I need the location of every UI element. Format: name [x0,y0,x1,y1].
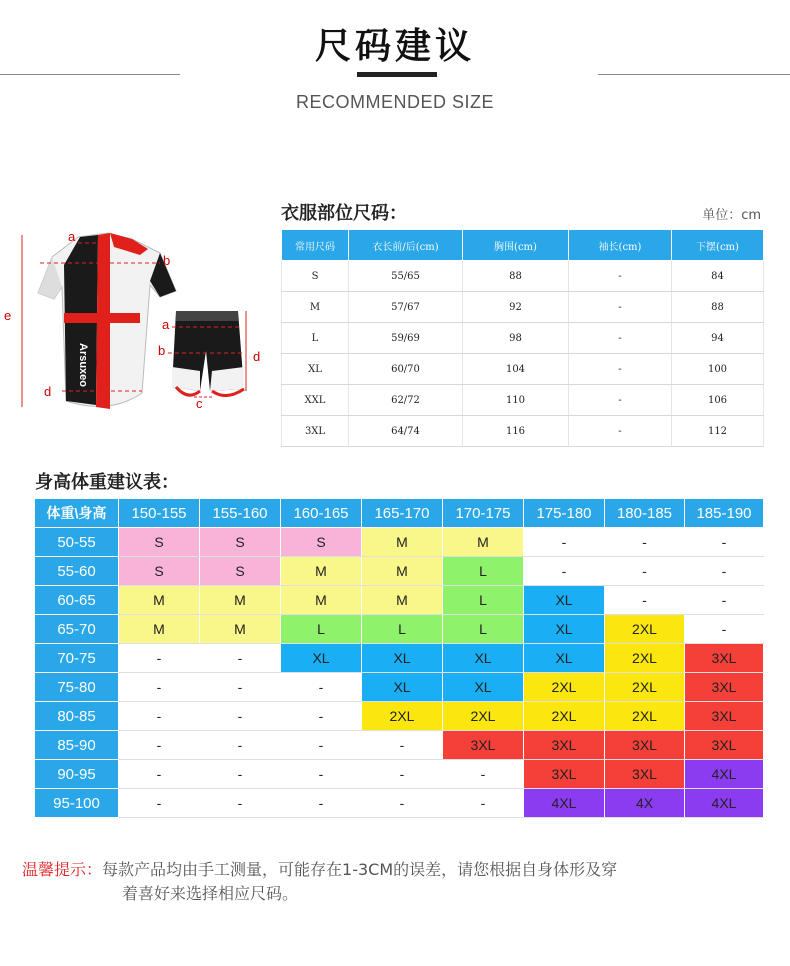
weight-row [35,760,764,789]
size-note [22,858,772,906]
shorts-label-a: a [162,317,170,332]
weight-header-cell: 90-95 [35,760,119,789]
garment-cell: 100 [672,354,764,385]
size-cell: 2XL [605,673,685,702]
garment-cell: 98 [463,323,569,354]
shorts-label-c: c [196,396,203,411]
garment-cell: L [282,323,349,354]
weight-row [35,702,764,731]
jersey-label-d: d [44,384,52,399]
garment-cell: 92 [463,292,569,323]
garment-header-cell: 袖长(cm) [569,230,672,261]
size-cell: 4X [605,789,685,818]
weight-header-cell: 75-80 [35,673,119,702]
size-cell: - [200,731,281,760]
size-cell: XL [281,644,362,673]
height-header-cell: 155-160 [200,499,281,528]
garment-cell: XXL [282,385,349,416]
size-cell: 4XL [524,789,605,818]
size-cell: - [685,557,764,586]
size-cell: 2XL [524,673,605,702]
jersey-image [38,233,176,409]
size-cell: M [200,615,281,644]
size-cell: 4XL [685,760,764,789]
weight-header-cell: 55-60 [35,557,119,586]
size-cell: M [362,528,443,557]
garment-cell: 88 [463,261,569,292]
garment-cell: 59/69 [349,323,463,354]
size-cell: - [200,760,281,789]
height-weight-table [34,498,764,818]
title-underline [357,72,437,77]
size-cell: 3XL [685,731,764,760]
weight-row [35,557,764,586]
garment-header-cell: 胸围(cm) [463,230,569,261]
size-cell: - [443,789,524,818]
size-cell: M [119,586,200,615]
jersey-brand-text: Arsuxeo [77,343,89,388]
size-cell: - [362,731,443,760]
height-header-cell: 150-155 [119,499,200,528]
size-cell: 2XL [605,644,685,673]
garment-cell: M [282,292,349,323]
size-cell: XL [362,673,443,702]
garment-header-cell: 衣长前/后(cm) [349,230,463,261]
size-cell: 2XL [605,615,685,644]
size-cell: - [281,673,362,702]
shorts-label-d: d [253,349,261,364]
height-header-cell: 175-180 [524,499,605,528]
size-cell: - [362,789,443,818]
height-header-cell: 185-190 [685,499,764,528]
weight-header-cell: 70-75 [35,644,119,673]
garment-figure [0,225,275,425]
size-cell: S [200,528,281,557]
garment-cell: 64/74 [349,416,463,447]
garment-cell: - [569,385,672,416]
weight-row [35,644,764,673]
garment-row [282,385,764,416]
jersey-label-a: a [68,229,76,244]
garment-cell: 3XL [282,416,349,447]
size-cell: M [362,557,443,586]
weight-row [35,586,764,615]
garment-cell: 110 [463,385,569,416]
garment-cell: 112 [672,416,764,447]
size-cell: L [443,586,524,615]
size-cell: L [443,615,524,644]
size-cell: L [362,615,443,644]
height-header-cell: 165-170 [362,499,443,528]
unit-label: 单位：cm [702,208,761,223]
size-cell: - [362,760,443,789]
size-cell: - [119,702,200,731]
garment-cell: - [569,323,672,354]
garment-cell: 55/65 [349,261,463,292]
size-cell: - [685,528,764,557]
size-cell: - [443,760,524,789]
note-line-1: 每款产品均由手工测量，可能存在1-3CM的误差，请您根据自身体形及穿 [102,860,618,879]
size-cell: - [119,673,200,702]
garment-cell: 84 [672,261,764,292]
page-subtitle: RECOMMENDED SIZE [295,92,494,112]
size-cell: S [281,528,362,557]
size-cell: L [281,615,362,644]
size-cell: M [362,586,443,615]
garment-cell: 88 [672,292,764,323]
size-cell: - [200,789,281,818]
page-title: 尺码建议 [314,26,475,67]
size-cell: M [443,528,524,557]
size-cell: 3XL [443,731,524,760]
size-cell: S [119,528,200,557]
size-cell: L [443,557,524,586]
size-cell: - [605,528,685,557]
garment-chart-title: 衣服部位尺码： [281,203,407,224]
size-cell: - [200,673,281,702]
size-cell: S [119,557,200,586]
garment-cell: XL [282,354,349,385]
weight-row [35,528,764,557]
size-suggest-title: 身高体重建议表： [35,472,179,493]
garment-row [282,261,764,292]
garment-cell: - [569,354,672,385]
size-cell: - [685,615,764,644]
garment-row [282,416,764,447]
size-cell: XL [524,615,605,644]
garment-cell: 94 [672,323,764,354]
size-cell: - [119,731,200,760]
size-cell: 3XL [685,644,764,673]
weight-row [35,789,764,818]
size-cell: M [200,586,281,615]
garment-header-cell: 下摆(cm) [672,230,764,261]
left-divider [0,74,180,75]
note-line-2: 着喜好来选择相应尺码。 [122,884,299,903]
size-cell: - [119,644,200,673]
jersey-label-e: e [4,308,12,323]
size-cell: M [281,557,362,586]
size-cell: 3XL [685,673,764,702]
weight-header-cell: 80-85 [35,702,119,731]
garment-cell: 106 [672,385,764,416]
size-cell: - [281,789,362,818]
weight-header-cell: 50-55 [35,528,119,557]
size-cell: XL [443,673,524,702]
size-cell: 3XL [524,731,605,760]
garment-size-table [281,229,764,447]
size-cell: M [281,586,362,615]
size-cell: XL [443,644,524,673]
weight-row [35,731,764,760]
weight-header-cell: 65-70 [35,615,119,644]
note-label: 温馨提示： [22,860,103,879]
size-cell: - [119,760,200,789]
size-cell: 2XL [605,702,685,731]
size-cell: - [281,731,362,760]
size-cell: - [281,760,362,789]
size-cell: 3XL [605,760,685,789]
jersey-label-b: b [163,253,171,268]
height-header-cell: 180-185 [605,499,685,528]
garment-cell: - [569,292,672,323]
weight-row [35,615,764,644]
shorts-label-b: b [158,343,166,358]
size-cell: - [119,789,200,818]
size-cell: - [524,528,605,557]
size-cell: - [605,586,685,615]
garment-cell: 116 [463,416,569,447]
garment-cell: S [282,261,349,292]
garment-cell: - [569,416,672,447]
corner-header: 体重\身高 [35,499,119,528]
size-cell: XL [524,586,605,615]
size-cell: 2XL [443,702,524,731]
right-divider [598,74,790,75]
size-cell: 3XL [685,702,764,731]
height-header-cell: 160-165 [281,499,362,528]
garment-cell: 57/67 [349,292,463,323]
garment-header-cell: 常用尺码 [282,230,349,261]
size-cell: 2XL [524,702,605,731]
weight-header-cell: 95-100 [35,789,119,818]
garment-cell: 104 [463,354,569,385]
weight-header-cell: 60-65 [35,586,119,615]
size-cell: 4XL [685,789,764,818]
size-cell: - [200,702,281,731]
garment-row [282,354,764,385]
size-cell: - [281,702,362,731]
garment-cell: - [569,261,672,292]
garment-cell: 60/70 [349,354,463,385]
size-cell: M [119,615,200,644]
weight-header-cell: 85-90 [35,731,119,760]
size-cell: 3XL [524,760,605,789]
height-header-cell: 170-175 [443,499,524,528]
size-cell: XL [362,644,443,673]
size-cell: - [605,557,685,586]
size-cell: - [524,557,605,586]
size-cell: - [200,644,281,673]
size-cell: 3XL [605,731,685,760]
garment-cell: 62/72 [349,385,463,416]
weight-row [35,673,764,702]
size-cell: S [200,557,281,586]
garment-row [282,323,764,354]
size-cell: XL [524,644,605,673]
garment-row [282,292,764,323]
size-cell: - [685,586,764,615]
size-cell: 2XL [362,702,443,731]
